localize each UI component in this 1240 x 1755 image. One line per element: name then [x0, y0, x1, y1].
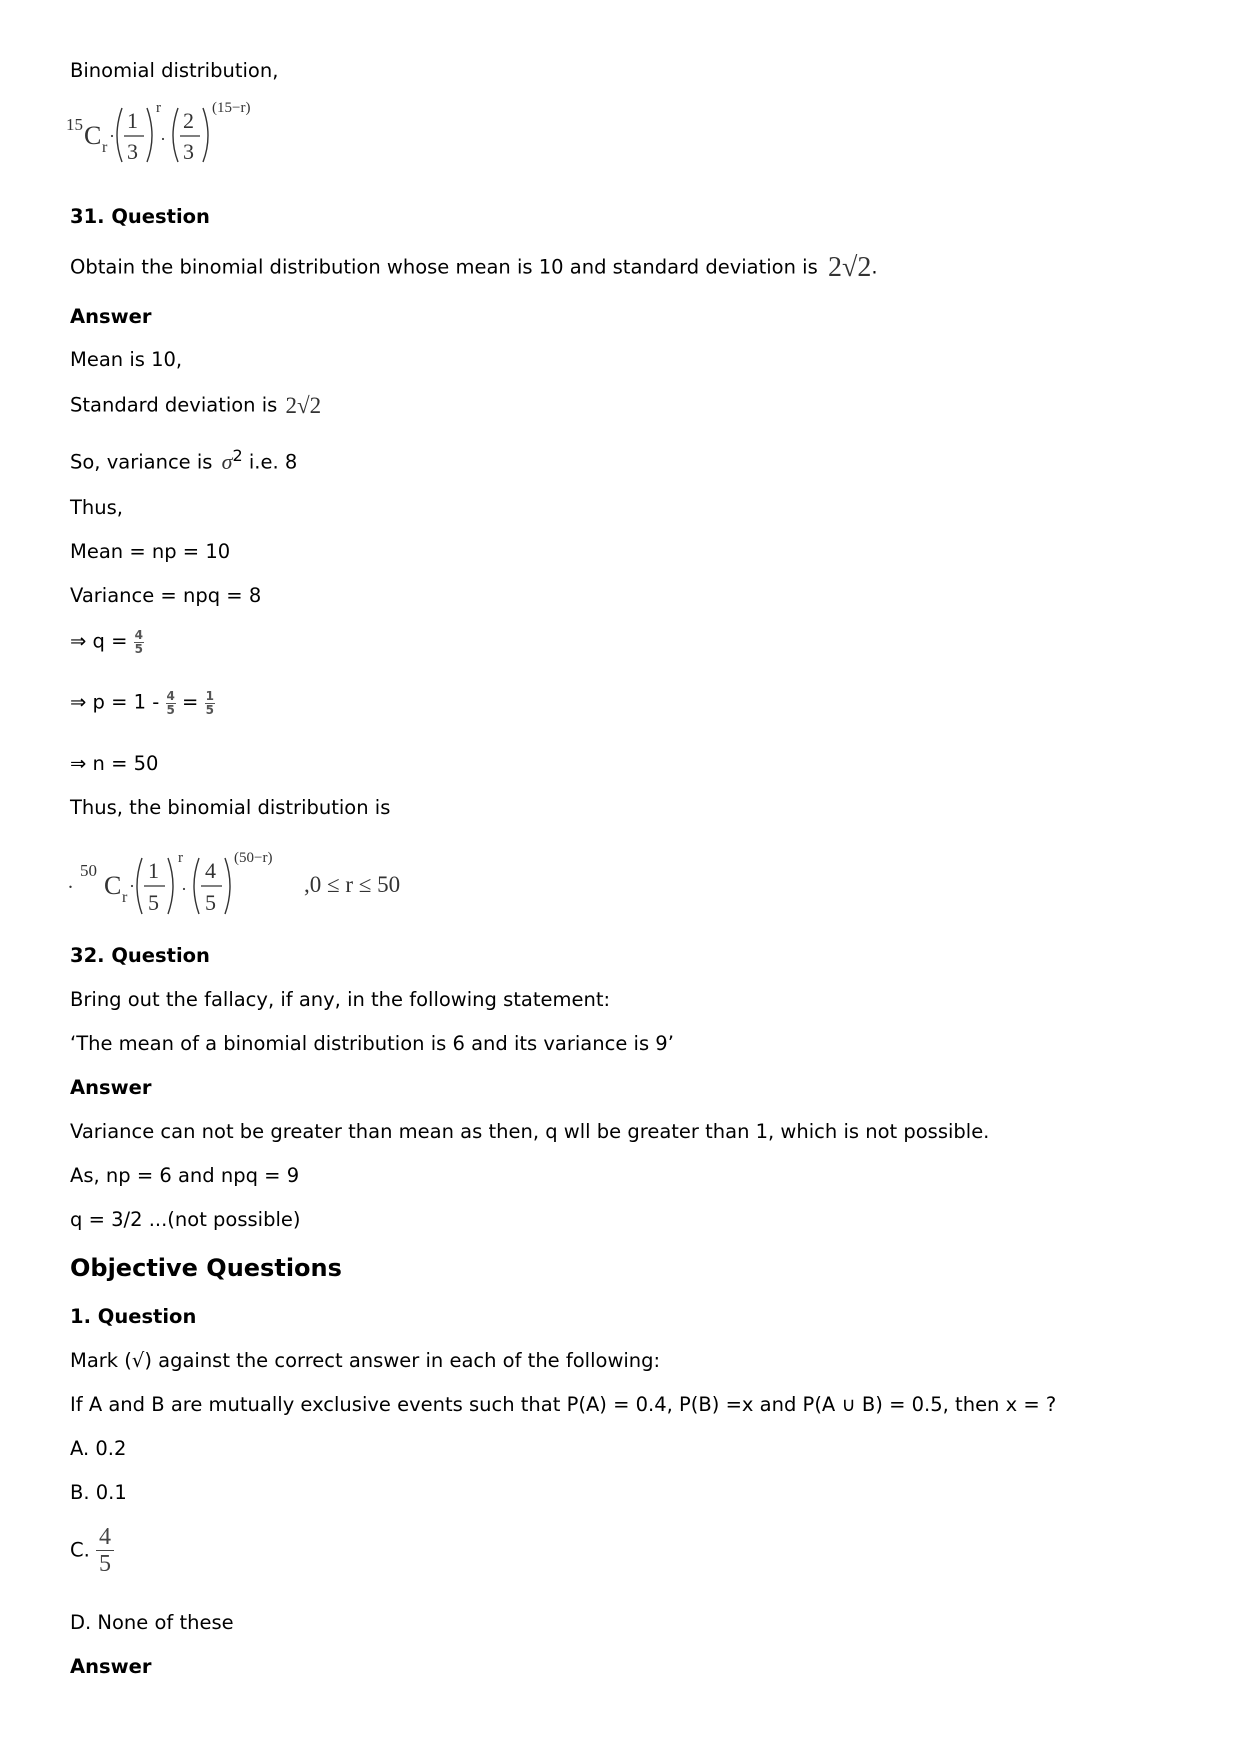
formula-exp-q: (50−r) — [234, 850, 273, 866]
obj-q1-answer-label: Answer — [70, 1655, 152, 1678]
svg-text:·: · — [160, 129, 166, 149]
q32-answer-label: Answer — [70, 1076, 152, 1099]
formula-q-den: 5 — [205, 890, 216, 915]
fraction-q — [134, 629, 144, 655]
sigma-symbol: σ — [221, 448, 233, 474]
sigma-exponent: 2 — [232, 446, 243, 465]
formula-exp-q: (15−r) — [212, 100, 251, 116]
q31-heading: 31. Question — [70, 205, 210, 228]
q31-question-text: Obtain the binomial distribution whose mean is 10 and standard deviation is — [70, 255, 818, 279]
formula-q-den: 3 — [183, 139, 194, 164]
section-title: Objective Questions — [70, 1254, 342, 1282]
formula-p-num: 1 — [148, 858, 159, 883]
formula-n: 15 — [66, 115, 83, 134]
option-c[interactable] — [70, 1524, 114, 1578]
formula-c: C — [104, 871, 122, 900]
formula-q-num: 2 — [183, 108, 194, 133]
svg-text:·: · — [129, 876, 135, 896]
fraction-option-c — [96, 1524, 114, 1578]
q31-sd-text: Standard deviation is — [70, 393, 278, 417]
q31-p-line — [70, 690, 215, 716]
fraction-p1 — [166, 690, 176, 716]
svg-text:·: · — [181, 879, 187, 899]
formula-r: r — [102, 139, 108, 156]
q31-p-pre: ⇒ p = 1 - — [70, 690, 166, 714]
fraction-num: 4 — [134, 628, 144, 642]
formula-p-den: 5 — [148, 890, 159, 915]
q32-answer-line: Variance can not be greater than mean as then, q wll be greater than 1, which is not possible. — [70, 1120, 990, 1143]
formula-range: ,0 ≤ r ≤ 50 — [304, 872, 401, 897]
fraction-num: 1 — [205, 689, 214, 703]
formula-r: r — [122, 889, 128, 906]
q32-answer-line: As, np = 6 and npq = 9 — [70, 1164, 300, 1187]
q31-variance-line — [70, 446, 297, 475]
q31-variance-pre: So, variance is — [70, 450, 213, 474]
formula-p-num: 1 — [127, 108, 138, 133]
fraction-den: 5 — [166, 702, 175, 717]
fraction-den: 5 — [134, 641, 144, 656]
binomial-distribution-label: Binomial distribution, — [70, 59, 279, 82]
formula-p-den: 3 — [127, 139, 138, 164]
q31-q-pre: ⇒ q = — [70, 629, 134, 653]
q31-question-end: . — [871, 255, 878, 279]
fraction-den: 5 — [99, 1551, 112, 1578]
q32-answer-line: q = 3/2 ...(not possible) — [70, 1208, 301, 1231]
fraction-num: 4 — [166, 689, 175, 703]
sqrt-expression: 2√2 — [827, 252, 872, 283]
option-a[interactable]: A. 0.2 — [70, 1437, 127, 1460]
q31-p-eq: = — [175, 690, 205, 714]
q31-variance-post: i.e. 8 — [242, 450, 298, 474]
formula-c: C — [84, 121, 102, 150]
obj-q1-question: If A and B are mutually exclusive events such that P(A) = 0.4, P(B) =x and P(A ∪ B) = 0.5, then x = ? — [70, 1393, 1057, 1416]
formula-q-num: 4 — [205, 858, 216, 883]
svg-text:·: · — [109, 126, 115, 146]
fraction-den: 5 — [205, 702, 214, 717]
q31-npq-line: Variance = npq = 8 — [70, 584, 262, 607]
q31-question — [70, 251, 878, 285]
option-c-label: C. — [70, 1538, 97, 1562]
q31-sd-line — [70, 392, 321, 420]
formula-exp-p: r — [156, 100, 161, 116]
option-b[interactable]: B. 0.1 — [70, 1481, 127, 1504]
q31-answer-label: Answer — [70, 305, 152, 328]
fraction-num: 4 — [96, 1524, 114, 1551]
q31-dist-intro: Thus, the binomial distribution is — [70, 796, 391, 819]
fraction-p2 — [205, 690, 215, 716]
q31-n-line: ⇒ n = 50 — [70, 752, 159, 775]
q31-mean-line: Mean is 10, — [70, 348, 183, 371]
q32-heading: 32. Question — [70, 944, 210, 967]
q32-question: Bring out the fallacy, if any, in the following statement: — [70, 988, 611, 1011]
binomial-formula-15 — [66, 96, 306, 172]
formula-exp-p: r — [178, 850, 183, 866]
obj-q1-instruction: Mark (√) against the correct answer in each of the following: — [70, 1349, 661, 1372]
sqrt-expression: 2√2 — [285, 393, 322, 418]
option-d[interactable]: D. None of these — [70, 1611, 234, 1634]
q31-thus-line: Thus, — [70, 496, 123, 519]
q32-statement: ‘The mean of a binomial distribution is 6 and its variance is 9’ — [70, 1032, 674, 1055]
formula-n: 50 — [80, 861, 97, 880]
q31-np-line: Mean = np = 10 — [70, 540, 231, 563]
obj-q1-heading: 1. Question — [70, 1305, 197, 1328]
formula-lead: . — [68, 871, 73, 893]
q31-q-line — [70, 629, 144, 655]
binomial-formula-50 — [66, 842, 446, 924]
